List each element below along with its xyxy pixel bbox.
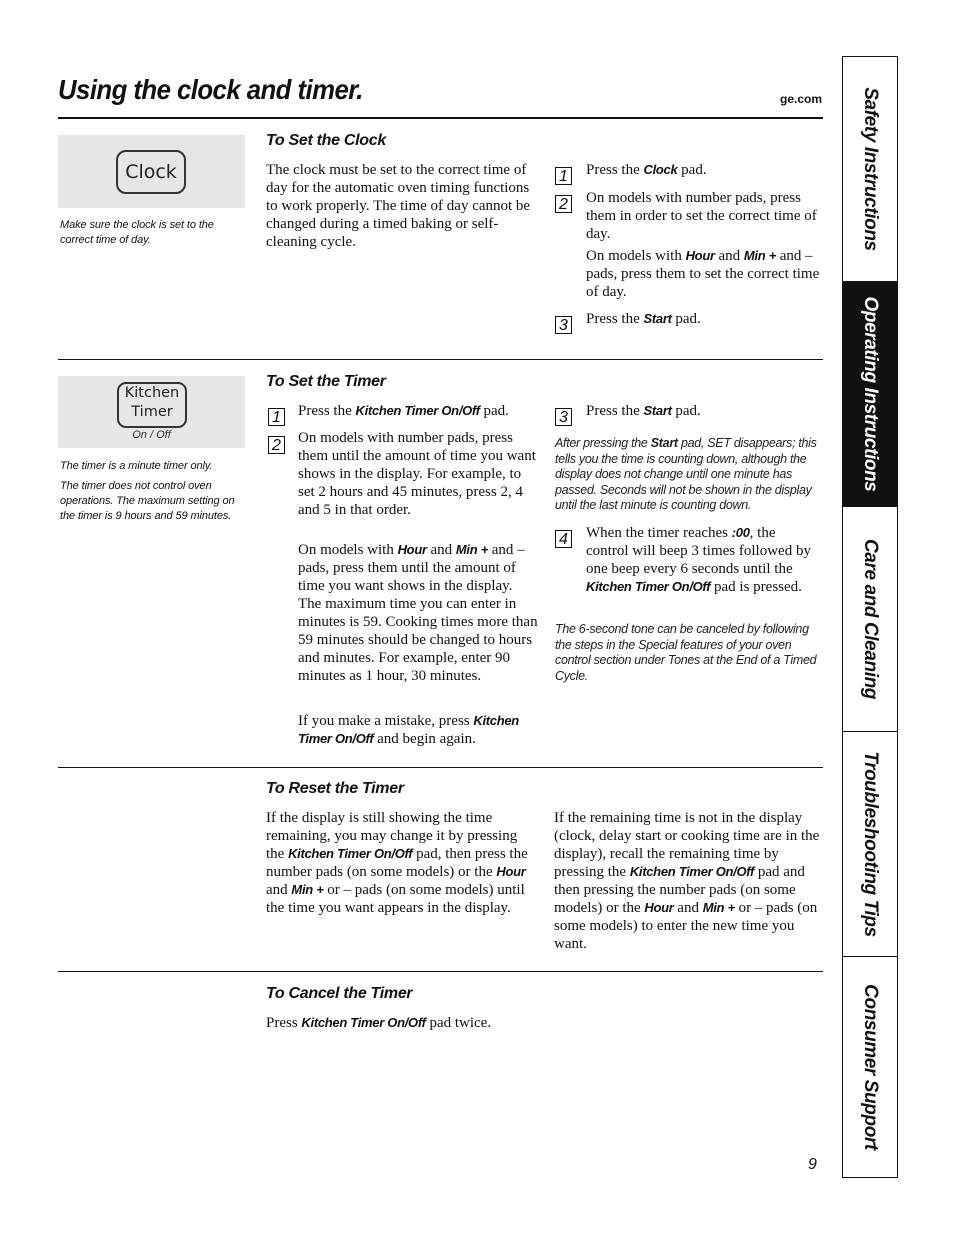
text: On models with	[586, 248, 682, 264]
section-tabs	[842, 56, 898, 1178]
on-off-label: On / Off	[132, 429, 171, 441]
text: When the timer reaches	[586, 525, 729, 541]
section-divider	[58, 767, 823, 768]
step-number: 2	[555, 195, 572, 213]
timer-step-2: On models with number pads, press them until the amount of time you want shows in the display. For example, to set 2 hours and 45 minutes, press 2, 4 and 5 in that order.	[298, 430, 536, 518]
text: and – pads, press them to set the correct time of day.	[586, 248, 820, 300]
reset-heading: To Reset the Timer	[266, 780, 404, 797]
step-number: 1	[555, 167, 572, 185]
text: If you make a mistake, press	[298, 713, 470, 729]
timer-key-panel	[58, 376, 245, 448]
page-title: Using the clock and timer.	[58, 74, 363, 105]
text: pad and then pressing the number pads (on some models) or the	[554, 864, 805, 916]
text: If the remaining time is not in the display (clock, delay start or cooking time are in the display), recall the remaining time by pressing the	[554, 810, 820, 880]
text: pad.	[675, 403, 701, 419]
tab-safety-instructions[interactable]	[843, 57, 897, 282]
tab-label: Troubleshooting Tips	[860, 751, 881, 937]
text: Press the	[298, 403, 352, 419]
key-name: Kitchen Timer On/Off	[355, 403, 480, 418]
tab-consumer-support[interactable]	[843, 957, 897, 1177]
text: and begin again.	[377, 731, 476, 747]
timer-step-2-mistake	[298, 712, 538, 748]
cancel-heading: To Cancel the Timer	[266, 985, 413, 1002]
key-name: Kitchen Timer On/Off	[298, 713, 519, 746]
timer-step-1	[298, 402, 538, 420]
key-name: Start	[650, 436, 678, 450]
key-name: Hour	[644, 900, 674, 915]
timer-note-countdown	[555, 436, 823, 514]
key-line: Kitchen	[124, 385, 180, 401]
text: pad, SET disappears; this tells you the time is counting down, although the display does not change until one minute has passed. Seconds will not be shown in the display until the last minute is counting down.	[555, 436, 817, 512]
text: and – pads, press them until the amount of time you want shows in the display. The maximum time you can enter in minutes is 59. Cooking times more than 59 minutes should be changed to hours and minutes. For example, enter 90 minutes as 1 hour, 30 minutes.	[298, 542, 538, 684]
key-name: Min +	[743, 248, 776, 263]
step-number: 1	[268, 408, 285, 426]
clock-step-2-alt	[586, 247, 826, 301]
section-divider	[58, 971, 823, 972]
text: Press the	[586, 162, 640, 178]
key-name: Min +	[455, 542, 488, 557]
text: On models with	[298, 542, 394, 558]
clock-key-icon: Clock	[116, 150, 186, 194]
tab-troubleshooting-tips[interactable]	[843, 732, 897, 957]
caption-text: The timer is a minute timer only.	[60, 460, 213, 472]
clock-step-2: On models with number pads, press them in order to set the correct time of day.	[586, 190, 817, 242]
timer-step-3	[586, 402, 826, 420]
cancel-text	[266, 1014, 666, 1032]
text: or – pads (on some models) until the time you want appears in the display.	[266, 882, 525, 916]
step-number: 3	[555, 316, 572, 334]
tab-label: Care and Cleaning	[860, 538, 881, 700]
key-name: Kitchen Timer On/Off	[586, 579, 711, 594]
text: Press	[266, 1015, 298, 1031]
kitchen-timer-key-icon	[117, 382, 187, 428]
text: Press the	[586, 311, 640, 327]
timer-captions	[60, 459, 245, 524]
site-url: ge.com	[779, 92, 822, 106]
key-name: Kitchen Timer On/Off	[629, 864, 755, 879]
caption-text: The timer does not control oven operations. The maximum setting on the timer is 9 hours and 59 minutes.	[60, 480, 235, 522]
timer-heading: To Set the Timer	[266, 373, 386, 390]
tab-operating-instructions[interactable]	[843, 282, 897, 507]
key-line: Timer	[131, 404, 173, 420]
clock-intro: The clock must be set to the correct time of day for the automatic oven timing functions to work properly. The time of day cannot be changed during a timed baking or self-cleaning cycle.	[266, 162, 531, 250]
step-number: 2	[268, 436, 285, 454]
tab-label: Operating Instructions	[860, 296, 881, 492]
tab-label: Consumer Support	[860, 984, 881, 1150]
key-name: Start	[643, 311, 672, 326]
text: pad.	[483, 403, 509, 419]
title-rule	[58, 117, 823, 119]
clock-heading: To Set the Clock	[266, 132, 386, 149]
key-name: Kitchen Timer On/Off	[288, 846, 413, 861]
key-name: Hour	[496, 864, 526, 879]
key-name: Hour	[397, 542, 427, 557]
text: and	[430, 542, 453, 558]
text: and	[266, 882, 288, 898]
reset-left-text	[266, 809, 536, 917]
key-name: Hour	[685, 248, 715, 263]
text: Press the	[586, 403, 640, 419]
text: pad.	[681, 162, 707, 178]
key-name: :00	[731, 525, 750, 540]
text: pad twice.	[429, 1015, 492, 1031]
tab-care-and-cleaning[interactable]	[843, 507, 897, 732]
key-name: Min +	[291, 882, 324, 897]
key-name: Min +	[702, 900, 735, 915]
text: and	[677, 900, 699, 916]
text: pad, then press the number pads (on some models) or the	[266, 846, 528, 880]
key-name: Kitchen Timer On/Off	[301, 1015, 426, 1030]
text: pad.	[675, 311, 701, 327]
clock-caption: Make sure the clock is set to the correct time of day.	[60, 219, 214, 246]
clock-step-1	[586, 161, 826, 179]
text: and	[718, 248, 741, 264]
text: or – pads (on some models) to enter the new time you want.	[554, 900, 818, 952]
page-number: 9	[808, 1156, 817, 1173]
tab-label: Safety Instructions	[860, 87, 881, 251]
reset-right-text	[554, 809, 824, 953]
section-divider	[58, 359, 823, 360]
timer-note-tone: The 6-second tone can be canceled by following the steps in the Special features of your oven control section under Tones at the End of a Timed Cycle.	[555, 622, 817, 683]
key-name: Clock	[643, 162, 678, 177]
clock-key-panel	[58, 135, 245, 208]
timer-step-2-alt	[298, 541, 538, 685]
text: pad is pressed.	[714, 579, 802, 595]
key-name: Start	[643, 403, 672, 418]
text: , the control will beep 3 times followed by one beep every 6 seconds until the	[586, 525, 811, 577]
step-number: 3	[555, 408, 572, 426]
text: If the display is still showing the time remaining, you may change it by pressing the	[266, 810, 518, 862]
step-number: 4	[555, 530, 572, 548]
text: After pressing the	[555, 436, 648, 450]
timer-step-4	[586, 524, 821, 596]
clock-step-3	[586, 310, 826, 328]
